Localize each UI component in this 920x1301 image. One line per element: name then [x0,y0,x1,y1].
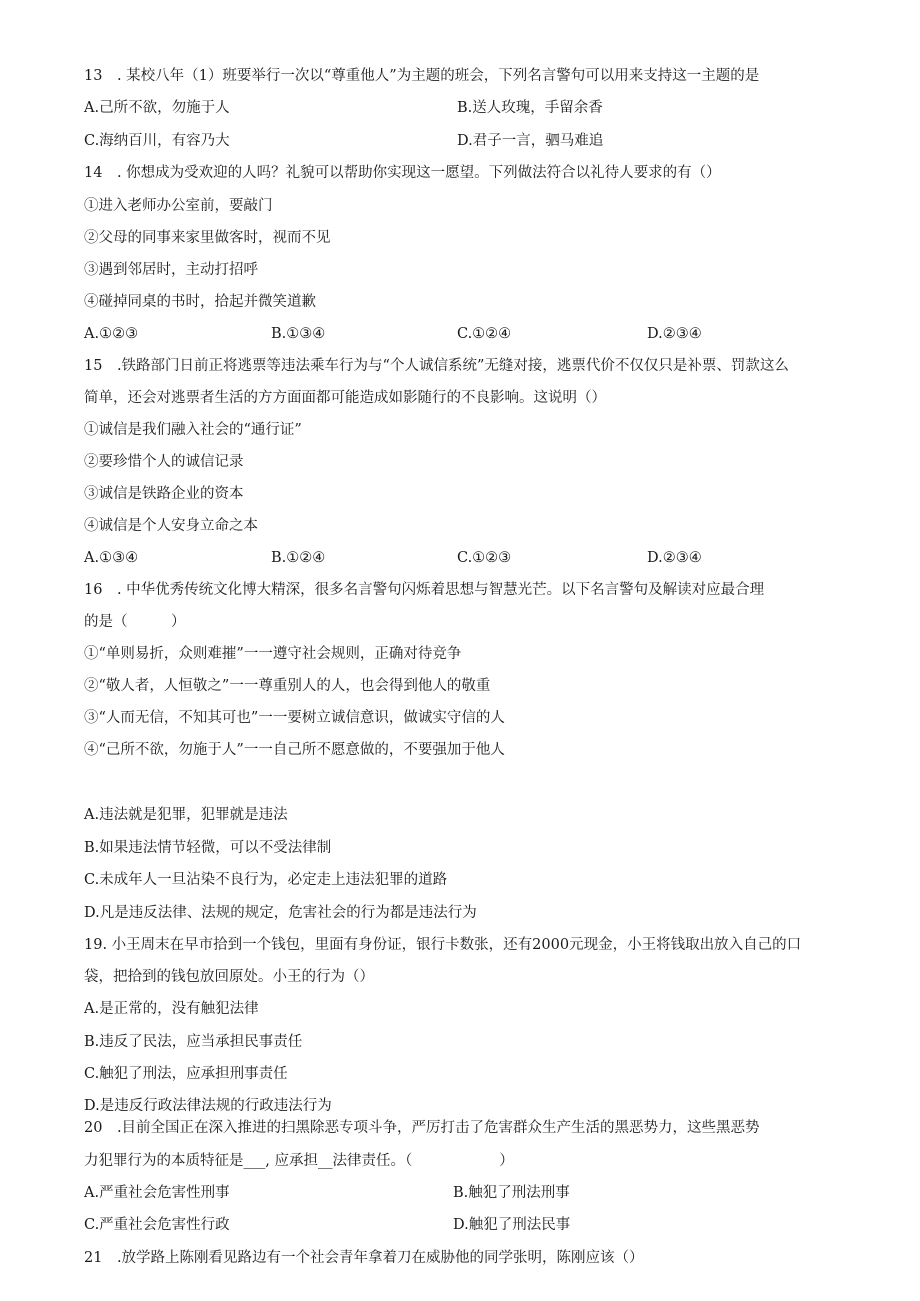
q13-option-c: C.海纳百川，有容乃大 [84,133,230,149]
q13-stem: 13 . 某校八年（1）班要举行一次以“尊重他人”为主题的班会，下列名言警句可以用来支持这一主题的是 [84,68,760,84]
q16-item-1: ①“单则易折，众则难摧”一一遵守社会规则，正确对待竞争 [84,646,462,662]
q15-stem-line-2: 简单，还会对逃票者生活的方方面面都可能造成如影随行的不良影响。这说明（） [84,390,606,406]
q13-option-d: D.君子一言，驷马难追 [457,133,604,149]
q13-option-b: B.送人玫瑰，手留余香 [457,100,603,116]
q15-option-d: D.②③④ [647,550,702,566]
q14-item-3: ③遇到邻居时，主动打招呼 [84,262,258,278]
q19-stem-line-1: 19. 小王周末在早市拾到一个钱包，里面有身份证，银行卡数张，还有2000元现金，小王将钱取出放入自己的口 [84,937,802,953]
q20-option-a: A.严重社会危害性刑事 [84,1185,230,1201]
q14-option-a: A.①②③ [84,326,139,342]
q20-stem-line-2: 力犯罪行为的本质特征是___, 应承担__法律责任。（ ） [84,1153,514,1169]
q18-option-d: D.凡是违反法律、法规的规定，危害社会的行为都是违法行为 [84,905,477,921]
q15-item-1: ①诚信是我们融入社会的“通行证” [84,422,302,438]
q18-option-a: A.违法就是犯罪，犯罪就是违法 [84,807,288,823]
q20-stem-line-1: 20 .目前全国正在深入推进的扫黑除恶专项斗争，严厉打击了危害群众生产生活的黑恶势力，这些黑恶势 [84,1120,760,1136]
q14-option-c: C.①②④ [457,326,512,342]
q19-stem-line-2: 袋，把拾到的钱包放回原处。小王的行为（） [84,969,374,985]
q15-item-4: ④诚信是个人安身立命之本 [84,518,258,534]
q14-item-4: ④碰掉同桌的书时，拾起并微笑道歉 [84,294,316,310]
q16-stem-line-2: 的是（ ） [84,614,186,630]
q19-option-b: B.违反了民法，应当承担民事责任 [84,1034,303,1050]
q18-option-c: C.未成年人一旦沾染不良行为，必定走上违法犯罪的道路 [84,872,448,888]
q14-option-d: D.②③④ [647,326,702,342]
q18-option-b: B.如果违法情节轻微，可以不受法律制 [84,840,332,856]
q16-item-2: ②“敬人者，人恒敬之”一一尊重别人的人，也会得到他人的敬重 [84,678,491,694]
q15-item-3: ③诚信是铁路企业的资本 [84,486,244,502]
q16-item-4: ④“己所不欲，勿施于人”一一自己所不愿意做的，不要强加于他人 [84,742,505,758]
q14-item-1: ①进入老师办公室前，要敲门 [84,198,273,214]
q19-option-d: D.是违反行政法律法规的行政违法行为 [84,1098,332,1114]
q16-item-3: ③“人而无信，不知其可也”一一要树立诚信意识，做诚实守信的人 [84,710,505,726]
q13-option-a: A.己所不欲，勿施于人 [84,100,230,116]
q19-option-c: C.触犯了刑法，应承担刑事责任 [84,1066,288,1082]
q20-option-d: D.触犯了刑法民事 [453,1217,571,1233]
q16-stem-line-1: 16 . 中华优秀传统文化博大精深，很多名言警句闪烁着思想与智慧光芒。以下名言警句及解读对应最合理 [84,582,765,598]
q14-option-b: B.①③④ [271,326,326,342]
q20-option-b: B.触犯了刑法刑事 [453,1185,570,1201]
q14-item-2: ②父母的同事来家里做客时，视而不见 [84,230,331,246]
q15-option-b: B.①②④ [271,550,326,566]
q14-stem: 14 . 你想成为受欢迎的人吗？礼貌可以帮助你实现这一愿望。下列做法符合以礼待人要求的有（） [84,165,721,181]
q21-stem: 21 .放学路上陈刚看见路边有一个社会青年拿着刀在威胁他的同学张明，陈刚应该（） [84,1250,644,1266]
q19-option-a: A.是正常的，没有触犯法律 [84,1001,259,1017]
q15-stem-line-1: 15 .铁路部门日前正将逃票等违法乘车行为与“个人诚信系统”无缝对接，逃票代价不仅仅只是补票、罚款这么 [84,358,789,374]
q20-option-c: C.严重社会危害性行政 [84,1217,230,1233]
q15-option-a: A.①③④ [84,550,139,566]
q15-option-c: C.①②③ [457,550,512,566]
q15-item-2: ②要珍惜个人的诚信记录 [84,454,244,470]
